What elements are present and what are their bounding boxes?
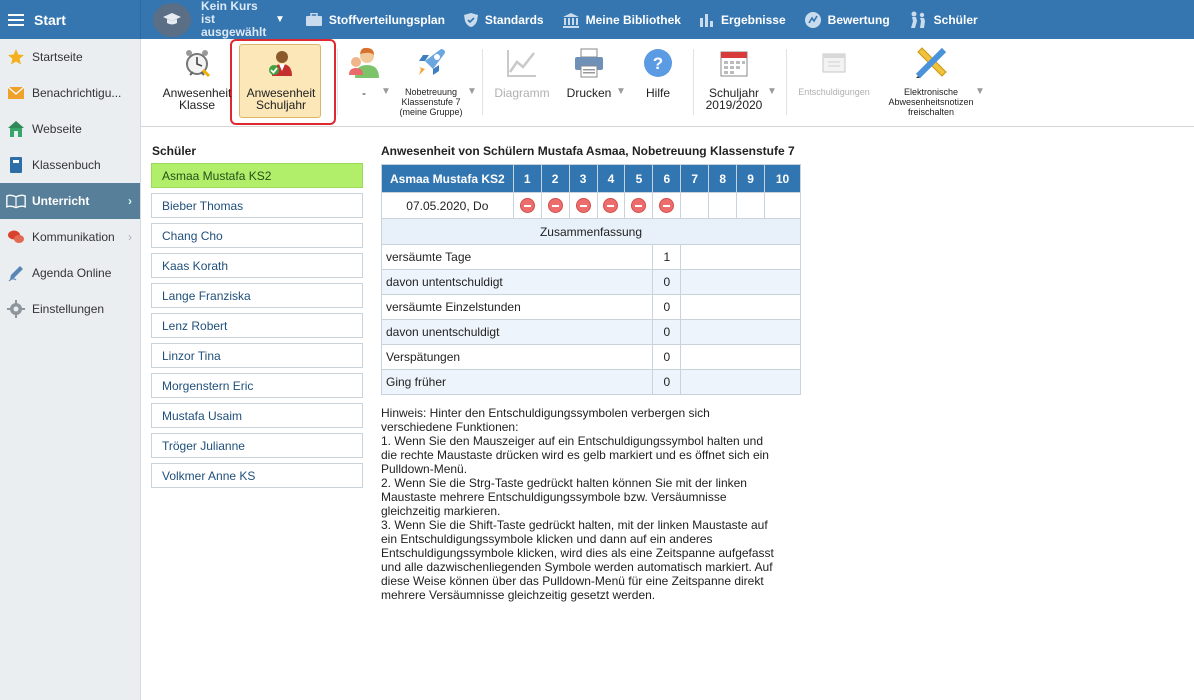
button-label-line: Klasse: [178, 98, 216, 112]
anwesenheit-klasse-button[interactable]: [161, 45, 233, 111]
period-cell[interactable]: [541, 193, 569, 219]
period-header: 10: [765, 165, 801, 193]
summary-row: [382, 270, 801, 295]
hint-line: und alle dazwischenliegenden Symbole werden automatisch markiert. Auf: [381, 560, 773, 574]
help-icon: [641, 45, 675, 81]
entschuldigungen-button[interactable]: [793, 45, 875, 97]
button-label-line: Schuljahr: [708, 86, 760, 100]
hint-line: Entschuldigungssymbole klicken, wird dies als eine Zeitspanne aufgefasst: [381, 546, 774, 560]
summary-filler: [681, 270, 801, 295]
house-icon: [6, 119, 26, 139]
absent-icon[interactable]: [520, 198, 535, 213]
attendance-day-row: [382, 193, 801, 219]
chevron-down-icon: ▼: [275, 14, 285, 25]
button-label-line: Anwesenheit: [162, 86, 232, 100]
summary-value: 0: [653, 345, 681, 370]
period-header: 1: [513, 165, 541, 193]
nav-schueler[interactable]: [908, 11, 978, 29]
hint-line: verschiedene Funktionen:: [381, 420, 519, 434]
summary-label: Verspätungen: [382, 345, 653, 370]
student-item[interactable]: Kaas Korath: [151, 253, 363, 278]
button-label-line: Nobetreuung: [404, 87, 458, 97]
nav-label: Standards: [484, 12, 544, 27]
chat-icon: [6, 227, 26, 247]
period-header: 7: [681, 165, 709, 193]
ruler-pencil-icon: [914, 45, 948, 81]
envelope-icon: [6, 83, 26, 103]
button-label-line: 2019/2020: [705, 98, 763, 112]
student-item[interactable]: Morgenstern Eric: [151, 373, 363, 398]
button-label: Drucken: [566, 86, 612, 100]
toolbar: [141, 39, 1194, 127]
summary-filler: [681, 295, 801, 320]
hint-line: Hinweis: Hinter den Entschuldigungssymbolen verbergen sich: [381, 406, 710, 420]
pen-icon: [6, 263, 26, 283]
hint-line: 3. Wenn Sie die Shift-Taste gedrückt halten, mit der linken Maustaste auf: [381, 518, 768, 532]
period-cell[interactable]: [737, 193, 765, 219]
sidebar-item-startseite[interactable]: [0, 39, 140, 75]
summary-value: 0: [653, 270, 681, 295]
hint-line: 1. Wenn Sie den Mauszeiger auf ein Entschuldigungssymbol halten und: [381, 434, 764, 448]
button-label: Entschuldigungen: [798, 87, 870, 97]
nav-label: Schüler: [933, 12, 978, 27]
gear-icon: [6, 299, 26, 319]
graduation-cap-icon: [153, 3, 191, 37]
chevron-down-icon[interactable]: ▼: [767, 86, 777, 97]
toolbar-separator: [482, 49, 483, 115]
students-title: Schüler: [152, 144, 197, 158]
summary-value: 0: [653, 370, 681, 395]
rating-icon: [804, 11, 822, 29]
summary-filler: [681, 245, 801, 270]
absent-icon[interactable]: [548, 198, 563, 213]
top-bar: [0, 0, 1194, 39]
sidebar: [0, 39, 141, 700]
hint-line: gleichzeitig markieren.: [381, 504, 501, 518]
absent-icon[interactable]: [659, 198, 674, 213]
students-icon: [908, 11, 928, 29]
nav-stoffverteilungsplan[interactable]: [305, 13, 445, 27]
nav-label: Meine Bibliothek: [585, 12, 681, 27]
nobetreuung-button[interactable]: [393, 45, 469, 117]
period-header: 8: [709, 165, 737, 193]
summary-value: 0: [653, 295, 681, 320]
rocket-icon: [414, 45, 448, 81]
button-label: Hilfe: [645, 86, 670, 100]
period-cell[interactable]: [569, 193, 597, 219]
period-cell[interactable]: [653, 193, 681, 219]
sidebar-item-kommunikation[interactable]: [0, 219, 140, 255]
sidebar-item-benachrichtigungen[interactable]: [0, 75, 140, 111]
summary-filler: [681, 345, 801, 370]
teacher-check-icon: [264, 45, 298, 81]
line-chart-icon: [505, 45, 539, 81]
sidebar-item-einstellungen[interactable]: [0, 291, 140, 327]
student-item[interactable]: Chang Cho: [151, 223, 363, 248]
period-cell[interactable]: [681, 193, 709, 219]
summary-header-row: [382, 219, 801, 245]
student-list: [151, 163, 363, 493]
button-label-line: Anwesenheit: [246, 86, 316, 100]
attendance-table: [381, 164, 801, 395]
diagramm-button[interactable]: [489, 45, 555, 99]
button-label-line: Schuljahr: [255, 98, 307, 112]
button-label-line: (meine Gruppe): [399, 107, 463, 117]
period-header: 9: [737, 165, 765, 193]
period-header: 4: [597, 165, 625, 193]
period-cell[interactable]: [597, 193, 625, 219]
toolbar-separator: [337, 49, 338, 115]
student-item[interactable]: Volkmer Anne KS: [151, 463, 363, 488]
top-nav: [305, 11, 996, 29]
attendance-date: 07.05.2020, Do: [382, 193, 514, 219]
period-header: 5: [625, 165, 653, 193]
student-item[interactable]: Linzor Tina: [151, 343, 363, 368]
svg-text:?: ?: [652, 54, 664, 73]
summary-value: 0: [653, 320, 681, 345]
anwesenheit-schuljahr-button[interactable]: [241, 45, 321, 111]
nav-label: Ergebnisse: [720, 12, 786, 27]
sidebar-item-label: Einstellungen: [32, 302, 105, 316]
sidebar-item-label: Klassenbuch: [32, 158, 101, 172]
sidebar-item-label: Unterricht: [32, 194, 90, 208]
hint-line: ein Entschuldigungssymbole klicken und dann auf ein anderes: [381, 532, 713, 546]
summary-header: Zusammenfassung: [382, 219, 801, 245]
absent-icon[interactable]: [603, 198, 618, 213]
sidebar-item-label: Agenda Online: [32, 266, 112, 280]
course-selector-label: [201, 0, 271, 39]
period-cell[interactable]: [625, 193, 653, 219]
sidebar-item-label: Startseite: [32, 50, 83, 64]
library-icon: [562, 12, 580, 28]
summary-row: [382, 295, 801, 320]
hint-line: die rechte Maustaste drücken wird es gelb markiert und es öffnet sich ein: [381, 448, 769, 462]
nav-bewertung[interactable]: [804, 11, 890, 29]
chevron-right-icon: ›: [128, 194, 132, 208]
summary-label: versäumte Tage: [382, 245, 653, 270]
summary-label: versäumte Einzelstunden: [382, 295, 653, 320]
button-label-line: Abwesenheitsnotizen: [888, 97, 974, 107]
start-button[interactable]: [0, 0, 141, 39]
nav-meine-bibliothek[interactable]: [562, 12, 681, 28]
student-item[interactable]: Tröger Julianne: [151, 433, 363, 458]
summary-label: davon unentschuldigt: [382, 320, 653, 345]
sidebar-item-webseite[interactable]: [0, 111, 140, 147]
summary-row: [382, 245, 801, 270]
chevron-right-icon: ›: [128, 230, 132, 244]
period-cell[interactable]: [709, 193, 737, 219]
nav-standards[interactable]: [463, 12, 544, 28]
button-label-line: freischalten: [907, 107, 955, 117]
elektronische-abwesenheitsnotizen-button[interactable]: [879, 45, 983, 117]
period-header: 3: [569, 165, 597, 193]
period-cell[interactable]: [513, 193, 541, 219]
course-line-2: ausgewählt: [201, 25, 267, 39]
bar-chart-icon: [699, 12, 715, 28]
hint-line: mehrere Versäumnisse gleichzeitig gesetzt werden.: [381, 588, 656, 602]
student-item[interactable]: Lange Franziska: [151, 283, 363, 308]
summary-filler: [681, 320, 801, 345]
schuljahr-button[interactable]: [699, 45, 769, 111]
chevron-down-icon[interactable]: ▼: [467, 86, 477, 97]
chevron-down-icon[interactable]: ▼: [381, 86, 391, 97]
sidebar-item-label: Benachrichtigu...: [32, 86, 122, 100]
summary-row: [382, 345, 801, 370]
sidebar-item-agenda-online[interactable]: [0, 255, 140, 291]
hint-line: Maustaste mehrere Entschuldigungssymbole bzw. Versäumnisse: [381, 490, 727, 504]
alarm-clock-icon: [180, 45, 214, 81]
period-header: 6: [653, 165, 681, 193]
printer-icon: [572, 45, 606, 81]
sidebar-item-label: Webseite: [32, 122, 82, 136]
briefcase-icon: [305, 13, 323, 27]
hint-line: Pulldown-Menü.: [381, 462, 468, 476]
attendance-title: Anwesenheit von Schülern Mustafa Asmaa, Nobetreuung Klassenstufe 7: [381, 144, 795, 158]
button-label-line: Elektronische: [903, 87, 959, 97]
sidebar-item-label: Kommunikation: [32, 230, 115, 244]
attendance-student-header: Asmaa Mustafa KS2: [382, 165, 514, 193]
sidebar-item-unterricht[interactable]: [0, 183, 140, 219]
summary-row: [382, 320, 801, 345]
sidebar-item-klassenbuch[interactable]: [0, 147, 140, 183]
start-label: Start: [34, 11, 66, 28]
summary-label: Ging früher: [382, 370, 653, 395]
student-select-value: -: [362, 86, 366, 100]
toolbar-separator: [786, 49, 787, 115]
summary-label: davon untentschuldigt: [382, 270, 653, 295]
drucken-button[interactable]: [561, 45, 617, 99]
nav-label: Bewertung: [827, 12, 890, 27]
period-header: 2: [541, 165, 569, 193]
nav-label: Stoffverteilungsplan: [328, 12, 445, 27]
student-item[interactable]: Bieber Thomas: [151, 193, 363, 218]
hint-line: 2. Wenn Sie die Strg-Taste gedrückt halten können Sie mit der linken: [381, 476, 747, 490]
hamburger-menu-icon[interactable]: [8, 14, 24, 26]
calendar-icon: [717, 45, 751, 81]
summary-value: 1: [653, 245, 681, 270]
student-item[interactable]: Lenz Robert: [151, 313, 363, 338]
toolbar-separator: [693, 49, 694, 115]
student-item[interactable]: Mustafa Usaim: [151, 403, 363, 428]
shield-check-icon: [463, 12, 479, 28]
absent-icon[interactable]: [576, 198, 591, 213]
student-item[interactable]: Asmaa Mustafa KS2: [151, 163, 363, 188]
chevron-down-icon[interactable]: ▼: [975, 86, 985, 97]
open-book-icon: [6, 191, 26, 211]
book-icon: [6, 155, 26, 175]
absent-icon[interactable]: [631, 198, 646, 213]
nav-ergebnisse[interactable]: [699, 12, 786, 28]
star-icon: [6, 47, 26, 67]
button-label: Diagramm: [494, 86, 550, 100]
summary-row: [382, 370, 801, 395]
attendance-header-row: [382, 165, 801, 193]
hint-line: diese Weise können über das Pulldown-Menü für eine Zeitspanne direkt: [381, 574, 764, 588]
student-avatar-icon: [347, 45, 381, 81]
calendar-note-icon: [817, 45, 851, 81]
course-line-1: Kein Kurs ist: [201, 0, 258, 26]
hint-text: [381, 406, 781, 602]
course-selector[interactable]: [153, 0, 285, 39]
summary-filler: [681, 370, 801, 395]
chevron-down-icon[interactable]: ▼: [616, 86, 626, 97]
period-cell[interactable]: [765, 193, 801, 219]
button-label-line: Klassenstufe 7: [401, 97, 461, 107]
hilfe-button[interactable]: [637, 45, 679, 99]
